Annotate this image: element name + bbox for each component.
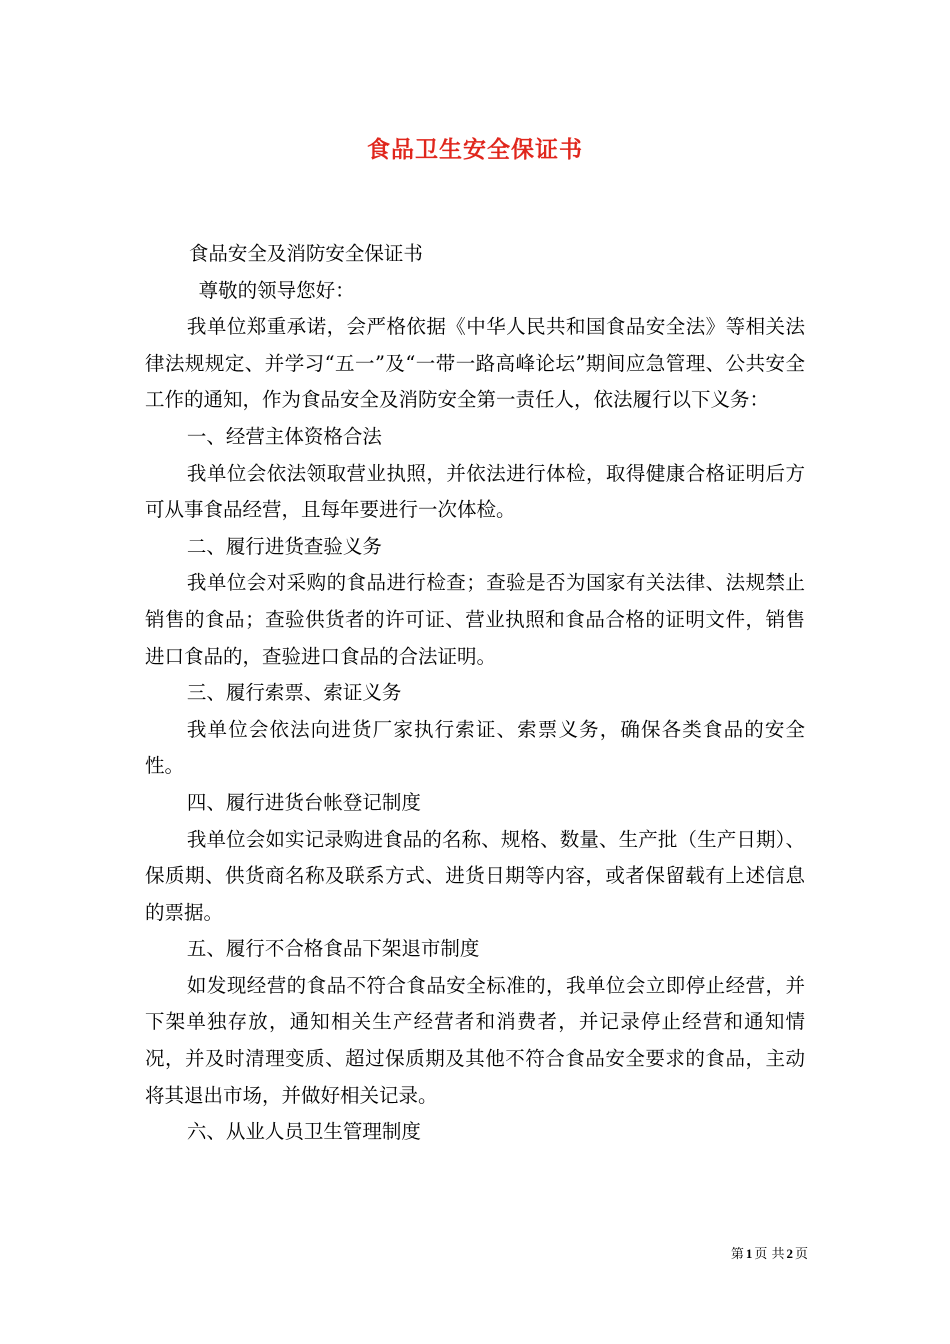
total-pages-number: 2: [786, 1246, 793, 1261]
section-paragraph-2: 我单位会对采购的食品进行检查；查验是否为国家有关法律、法规禁止销售的食品；查验供货者的许可证、营业执照和食品合格的证明文件，销售进口食品的，查验进口食品的合法证明。: [145, 571, 805, 668]
document-body: [145, 236, 805, 1151]
document-title: 食品卫生安全保证书: [367, 136, 583, 163]
section-heading-4: 四、履行进货台帐登记制度: [186, 790, 421, 814]
section-heading-1: 一、经营主体资格合法: [186, 424, 382, 448]
current-page-number: 1: [745, 1246, 753, 1261]
salutation: 尊敬的领导您好：: [198, 278, 355, 302]
intro-paragraph: 我单位郑重承诺，会严格依据《中华人民共和国食品安全法》等相关法律法规规定、并学习“五一”及“一带一路高峰论坛”期间应急管理、公共安全工作的通知，作为食品安全及消防安全第一责任人，依法履行以下义务：: [145, 315, 805, 412]
footer-prefix: 第: [730, 1247, 744, 1262]
section-heading-3: 三、履行索票、索证义务: [186, 681, 402, 705]
page-number-footer: [731, 1244, 808, 1265]
section-paragraph-4: 我单位会如实记录购进食品的名称、规格、数量、生产批（生产日期）、保质期、供货商名称及联系方式、进货日期等内容，或者保留载有上述信息的票据。: [145, 827, 805, 924]
section-heading-2: 二、履行进货查验义务: [186, 534, 382, 558]
section-heading-5: 五、履行不合格食品下架退市制度: [186, 937, 480, 961]
section-paragraph-1: 我单位会依法领取营业执照，并依法进行体检，取得健康合格证明后方可从事食品经营，且每年要进行一次体检。: [145, 461, 805, 522]
footer-suffix: 页: [794, 1247, 808, 1262]
section-paragraph-3: 我单位会依法向进货厂家执行索证、索票义务，确保各类食品的安全性。: [145, 717, 805, 778]
section-heading-6: 六、从业人员卫生管理制度: [186, 1120, 421, 1144]
document-subtitle: 食品安全及消防安全保证书: [188, 242, 423, 265]
section-paragraph-5: 如发现经营的食品不符合食品安全标准的，我单位会立即停止经营，并下架单独存放，通知相关生产经营者和消费者，并记录停止经营和通知情况，并及时清理变质、超过保质期及其他不符合食品安全要求的食品，主动将其退出市场，并做好相关记录。: [145, 973, 805, 1107]
footer-middle: 页 共: [754, 1247, 785, 1262]
